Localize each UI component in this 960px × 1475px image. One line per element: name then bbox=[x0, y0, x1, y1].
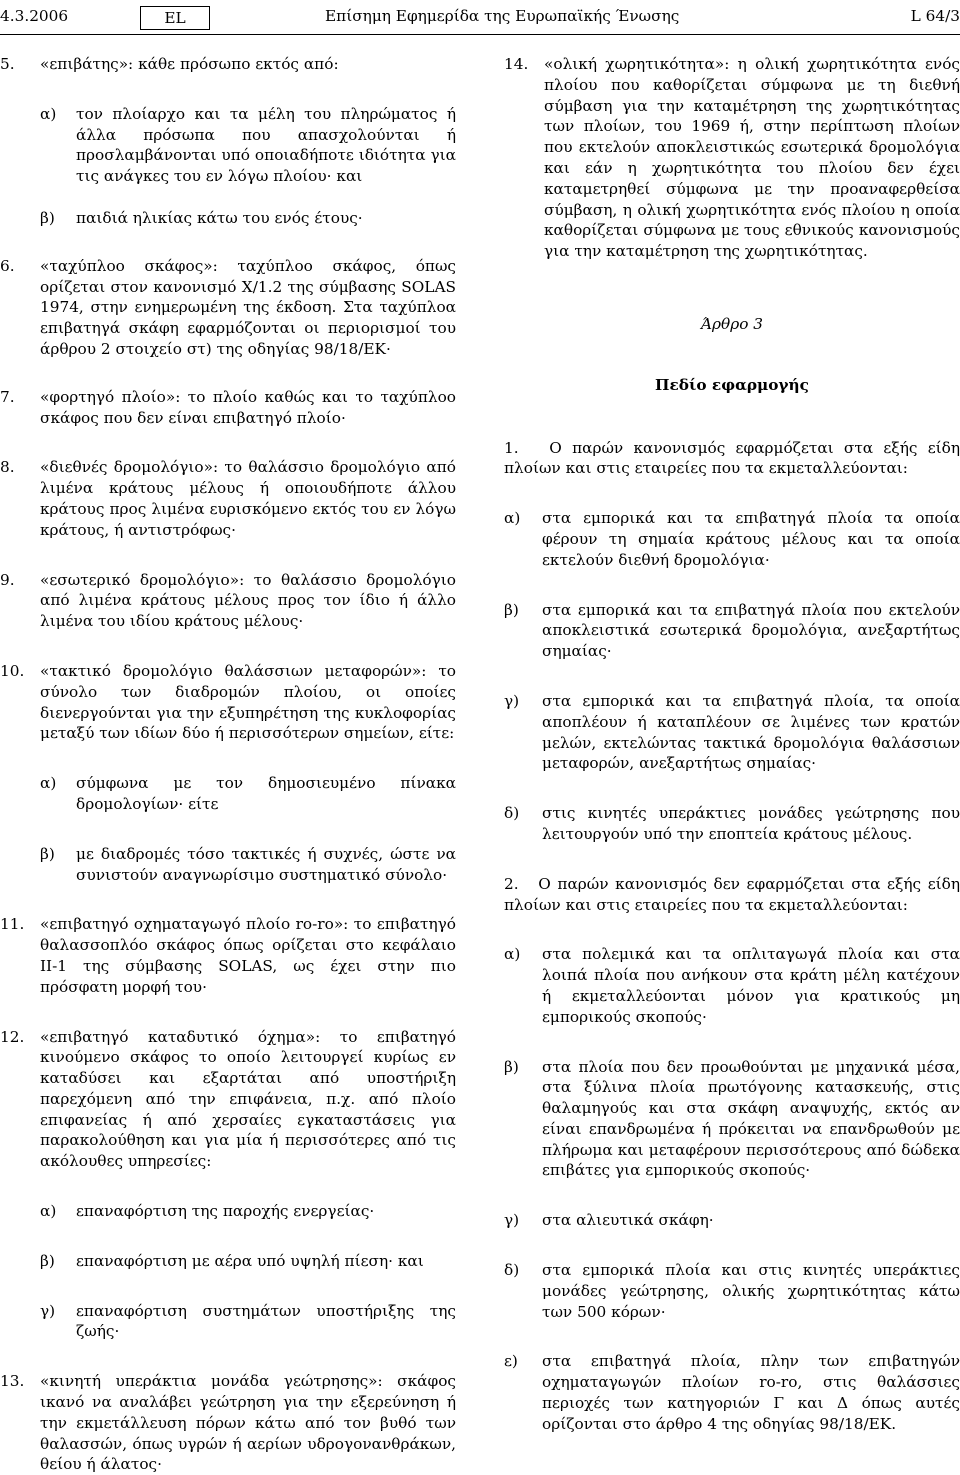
definition-item: 14. «ολική χωρητικότητα»: η ολική χωρητικότητα ενός πλοίου που καθορίζεται σύμφωνα με τη διεθνή σύμβαση για την καταμέτρηση της χωρητικότητας των πλοίων, του 1969 ή, στην περίπτωση πλοίων που εκτελούν αποκλειστικώς εσωτερικά δρομολόγια και εάν η χωρητικότητα του πλοίου δεν έχει καταμετρηθεί σύμφωνα με την προαναφερθείσα σύμβαση, η ολική χωρητικότητα ενός πλοίου η οποία καθορίζεται σύμφωνα με τους εθνικούς κανονισμούς για την καταμέτρηση της χωρητικότητας. bbox=[504, 55, 960, 261]
sub-item: β) επαναφόρτιση με αέρα υπό υψηλή πίεση· και bbox=[40, 1251, 424, 1270]
left-column bbox=[0, 54, 456, 1475]
sub-item: γ) στα αλιευτικά σκάφη· bbox=[504, 1211, 714, 1230]
publication-date: 4.3.2006 bbox=[0, 7, 69, 25]
article-number: Άρθρο 3 bbox=[700, 314, 764, 333]
sub-item: α) επαναφόρτιση της παροχής ενεργείας· bbox=[40, 1202, 375, 1221]
sub-item: β) στα πλοία που δεν προωθούνται με μηχανικά μέσα, στα ξύλινα πλοία πρωτόγονης κατασκευής, στις θαλαμηγούς και στα σκάφη αναψυχής, εκτός αν είναι επανδρωμένα ή πρόκειται να επανδρωθούν με πλήρωμα και μεταφέρουν περισσότερους από δώδεκα επιβάτες για εμπορικούς σκοπούς· bbox=[504, 1057, 960, 1180]
definition-item: 5. «επιβάτης»: κάθε πρόσωπο εκτός από: bbox=[0, 55, 339, 73]
page-header bbox=[0, 6, 960, 32]
definition-item: 11. «επιβατηγό οχηματαγωγό πλοίο ro-ro»: το επιβατηγό θαλασσοπλόο σκάφος όπως ορίζεται στο κεφάλαιο II-1 της σύμβασης SOLAS, ως έχει στην πιο πρόσφατη μορφή του· bbox=[0, 915, 456, 996]
definition-item: 12. «επιβατηγό καταδυτικό όχημα»: το επιβατηγό κινούμενο σκάφος το οποίο λειτουργεί κυρίως εν καταδύσει και εξαρτάται από υποστήριξη παρεχόμενη από την επιφάνεια, π.χ. από πλοίο επιφανείας ή από χερσαίες εγκαταστάσεις για παρακολούθηση και για μία ή περισσότερες από τις ακόλουθες υπηρεσίες: bbox=[0, 1027, 456, 1171]
sub-item: β) στα εμπορικά και τα επιβατηγά πλοία που εκτελούν αποκλειστικά εσωτερικά δρομολόγια, ανεξαρτήτως σημαίας· bbox=[504, 600, 960, 661]
definition-item: 6. «ταχύπλοο σκάφος»: ταχύπλοο σκάφος, όπως ορίζεται στον κανονισμό X/1.2 της σύμβασης SOLAS 1974, στην ενημερωμένη της έκδοση. Στα ταχύπλοα επιβατηγά σκάφη εφαρμόζονται οι περιορισμοί του άρθρου 2 στοιχείο στ) της οδηγίας 98/18/ΕΚ· bbox=[0, 256, 456, 358]
language-box: EL bbox=[140, 6, 210, 30]
paragraph: 2. Ο παρών κανονισμός δεν εφαρμόζεται στα εξής είδη πλοίων και στις εταιρείες που τα εκμεταλλεύονται: bbox=[504, 874, 960, 914]
page-number: L 64/3 bbox=[910, 7, 960, 25]
journal-title: Επίσημη Εφημερίδα της Ευρωπαϊκής Ένωσης bbox=[325, 7, 680, 25]
definition-item: 9. «εσωτερικό δρομολόγιο»: το θαλάσσιο δρομολόγιο από λιμένα κράτους μέλους προς τον ίδιο ή άλλο λιμένα του ιδίου κράτους μέλους· bbox=[0, 570, 456, 631]
sub-item: α) σύμφωνα με τον δημοσιευμένο πίνακα δρομολογίων· είτε bbox=[40, 774, 456, 813]
definition-item: 8. «διεθνές δρομολόγιο»: το θαλάσσιο δρομολόγιο από λιμένα κράτους μέλους ή οποιουδήποτε άλλου κράτους προς λιμένα ευρισκόμενο εκτός του εν λόγω κράτους, ή αντιστρόφως· bbox=[0, 458, 456, 539]
sub-item: γ) επαναφόρτιση συστημάτων υποστήριξης της ζωής· bbox=[40, 1301, 456, 1341]
right-column bbox=[504, 54, 960, 1435]
sub-item: β) με διαδρομές τόσο τακτικές ή συχνές, ώστε να συνιστούν αναγνωρίσιμο συστηματικό σύνολο· bbox=[40, 844, 456, 884]
article-heading: Πεδίο εφαρμογής bbox=[655, 375, 809, 394]
sub-item: δ) στις κινητές υπεράκτιες μονάδες γεώτρησης που λειτουργούν υπό την εποπτεία κράτους μέλους. bbox=[504, 804, 960, 843]
sub-item: α) στα πολεμικά και τα οπλιταγωγά πλοία και στα λοιπά πλοία που ανήκουν στα κράτη μέλη κατέχουν ή εκμεταλλεύονται μόνον για κρατικούς μη εμπορικούς σκοπούς· bbox=[504, 945, 960, 1026]
header-rule bbox=[0, 34, 960, 35]
sub-item: ε) στα επιβατηγά πλοία, πλην των επιβατηγών οχηματαγωγών πλοίων ro-ro, στις θαλάσσιες περιοχές των κατηγοριών Γ και Δ όπως αυτές ορίζονται στο άρθρο 4 της οδηγίας 98/18/ΕΚ. bbox=[504, 1352, 960, 1433]
sub-item: α) τον πλοίαρχο και τα μέλη του πληρώματος ή άλλα πρόσωπα που απασχολούνται ή προσλαμβάνονται υπό οποιαδήποτε ιδιότητα για τις ανάγκες του εν λόγω πλοίου· και bbox=[40, 104, 456, 186]
sub-item: γ) στα εμπορικά και τα επιβατηγά πλοία, τα οποία αποπλέουν ή καταπλέουν σε λιμένες των κρατών μελών, εκτελώντας τακτικά δρομολόγια θαλάσσιων μεταφορών, ανεξαρτήτως σημαίας· bbox=[504, 691, 960, 773]
sub-item: β) παιδιά ηλικίας κάτω του ενός έτους· bbox=[40, 208, 363, 227]
definition-item: 13. «κινητή υπεράκτια μονάδα γεώτρησης»: σκάφος ικανό να αναλάβει γεώτρηση για την εξερεύνηση ή την εκμετάλλευση πόρων κάτω από τον βυθό των θαλασσών, όπως υγρών ή αερίων υδρογονανθράκων, θείου ή άλατος· bbox=[0, 1372, 456, 1474]
paragraph: 1. Ο παρών κανονισμός εφαρμόζεται στα εξής είδη πλοίων και στις εταιρείες που τα εκμεταλλεύονται: bbox=[504, 438, 960, 478]
sub-item: α) στα εμπορικά και τα επιβατηγά πλοία τα οποία φέρουν τη σημαία κράτους μέλους και τα οποία εκτελούν διεθνή δρομολόγια· bbox=[504, 509, 960, 569]
definition-item: 7. «φορτηγό πλοίο»: το πλοίο καθώς και το ταχύπλοο σκάφος που δεν είναι επιβατηγό πλοίο· bbox=[0, 387, 456, 427]
sub-item: δ) στα εμπορικά πλοία και στις κινητές υπεράκτιες μονάδες γεώτρησης, ολικής χωρητικότητας κάτω των 500 κόρων· bbox=[504, 1261, 960, 1321]
definition-item: 10. «τακτικό δρομολόγιο θαλάσσιων μεταφορών»: το σύνολο των διαδρομών πλοίου, οι οποίες διενεργούνται για την εξυπηρέτηση της κυκλοφορίας μεταξύ των ιδίων δύο ή περισσότερων σημείων, είτε: bbox=[0, 661, 456, 743]
